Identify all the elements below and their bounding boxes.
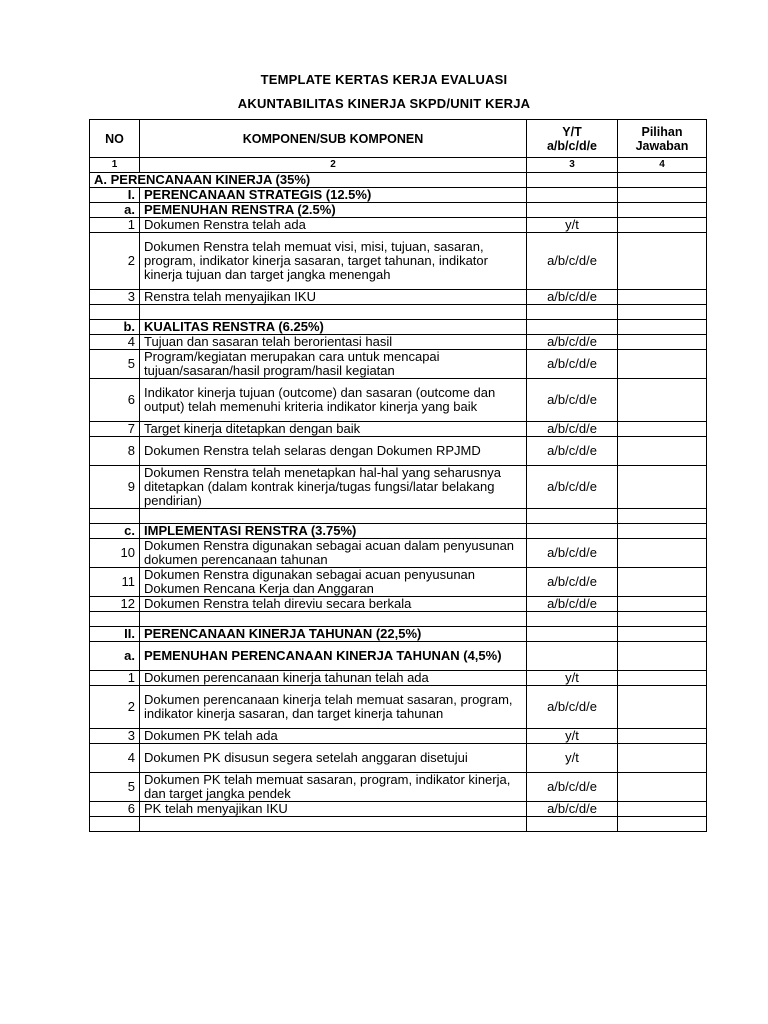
item-description: Program/kegiatan merupakan cara untuk mencapai tujuan/sasaran/hasil program/hasil kegiatan	[140, 350, 527, 379]
item-description: Dokumen PK telah memuat sasaran, program, indikator kinerja, dan target jangka pendek	[140, 773, 527, 802]
index-col-2: 2	[140, 158, 527, 173]
cell-yt	[527, 524, 618, 539]
item-number: 8	[90, 437, 140, 466]
answer-choice-cell[interactable]	[618, 539, 707, 568]
table-row	[90, 597, 707, 612]
table-row	[90, 379, 707, 422]
cell-yt	[527, 612, 618, 627]
cell-no	[90, 612, 140, 627]
cell-pilihan[interactable]	[618, 524, 707, 539]
group-heading: PERENCANAAN STRATEGIS (12.5%)	[140, 188, 527, 203]
item-answer-format: a/b/c/d/e	[527, 422, 618, 437]
group-number: I.	[90, 188, 140, 203]
table-row	[90, 729, 707, 744]
cell-yt	[527, 817, 618, 832]
table-body	[90, 173, 707, 832]
answer-choice-cell[interactable]	[618, 802, 707, 817]
item-number: 11	[90, 568, 140, 597]
answer-choice-cell[interactable]	[618, 350, 707, 379]
table-row	[90, 335, 707, 350]
item-number: 3	[90, 290, 140, 305]
item-description: Dokumen perencanaan kinerja telah memuat sasaran, program, indikator kinerja sasaran, dan target kinerja tahunan	[140, 686, 527, 729]
group-heading: PEMENUHAN RENSTRA (2.5%)	[140, 203, 527, 218]
table-row	[90, 744, 707, 773]
item-number: 1	[90, 671, 140, 686]
answer-choice-cell[interactable]	[618, 218, 707, 233]
item-answer-format: a/b/c/d/e	[527, 379, 618, 422]
header-no: NO	[90, 120, 140, 158]
item-description: Dokumen Renstra digunakan sebagai acuan dalam penyusunan dokumen perencanaan tahunan	[140, 539, 527, 568]
item-number: 1	[90, 218, 140, 233]
table-row-group	[90, 320, 707, 335]
item-number: 12	[90, 597, 140, 612]
cell-yt	[527, 627, 618, 642]
item-answer-format: a/b/c/d/e	[527, 290, 618, 305]
item-answer-format: y/t	[527, 671, 618, 686]
item-answer-format: a/b/c/d/e	[527, 597, 618, 612]
document-title: TEMPLATE KERTAS KERJA EVALUASI	[260, 72, 508, 87]
group-number: a.	[90, 203, 140, 218]
table-row	[90, 802, 707, 817]
column-index-row	[90, 158, 707, 173]
cell-yt	[527, 203, 618, 218]
item-description: Tujuan dan sasaran telah berorientasi hasil	[140, 335, 527, 350]
cell-pilihan[interactable]	[618, 320, 707, 335]
item-description: Dokumen Renstra telah direviu secara berkala	[140, 597, 527, 612]
cell-pilihan[interactable]	[618, 305, 707, 320]
header-yt-line2: a/b/c/d/e	[546, 138, 598, 153]
item-description: Renstra telah menyajikan IKU	[140, 290, 527, 305]
item-number: 6	[90, 379, 140, 422]
answer-choice-cell[interactable]	[618, 233, 707, 290]
group-heading: PEMENUHAN PERENCANAAN KINERJA TAHUNAN (4,5%)	[140, 642, 527, 671]
cell-no	[90, 817, 140, 832]
item-description: Dokumen perencanaan kinerja tahunan telah ada	[140, 671, 527, 686]
item-description: Dokumen Renstra telah selaras dengan Dokumen RPJMD	[140, 437, 527, 466]
group-number: c.	[90, 524, 140, 539]
evaluation-table	[89, 119, 707, 832]
answer-choice-cell[interactable]	[618, 671, 707, 686]
group-number: II.	[90, 627, 140, 642]
item-description: Indikator kinerja tujuan (outcome) dan sasaran (outcome dan output) telah memenuhi kriteria indikator kinerja yang baik	[140, 379, 527, 422]
cell-pilihan[interactable]	[618, 173, 707, 188]
item-answer-format: y/t	[527, 744, 618, 773]
cell-yt	[527, 320, 618, 335]
answer-choice-cell[interactable]	[618, 729, 707, 744]
cell-yt	[527, 305, 618, 320]
cell-komponen	[140, 612, 527, 627]
index-col-3: 3	[527, 158, 618, 173]
table-row-group	[90, 203, 707, 218]
item-answer-format: a/b/c/d/e	[527, 539, 618, 568]
item-number: 3	[90, 729, 140, 744]
table-row-blank	[90, 305, 707, 320]
cell-pilihan[interactable]	[618, 642, 707, 671]
table-row	[90, 422, 707, 437]
index-col-4: 4	[618, 158, 707, 173]
item-description: Dokumen Renstra telah memuat visi, misi, tujuan, sasaran, program, indikator kinerja sasaran, target tahunan, indikator kinerja tujuan dan target jangka menengah	[140, 233, 527, 290]
header-yt	[527, 120, 618, 158]
table-row	[90, 437, 707, 466]
header-komponen: KOMPONEN/SUB KOMPONEN	[140, 120, 527, 158]
answer-choice-cell[interactable]	[618, 744, 707, 773]
table-row	[90, 233, 707, 290]
item-answer-format: a/b/c/d/e	[527, 773, 618, 802]
table-row	[90, 671, 707, 686]
cell-pilihan[interactable]	[618, 509, 707, 524]
group-heading: PERENCANAAN KINERJA TAHUNAN (22,5%)	[140, 627, 527, 642]
group-heading: KUALITAS RENSTRA (6.25%)	[140, 320, 527, 335]
table-row	[90, 686, 707, 729]
answer-choice-cell[interactable]	[618, 335, 707, 350]
answer-choice-cell[interactable]	[618, 597, 707, 612]
cell-yt	[527, 173, 618, 188]
item-description: Dokumen Renstra digunakan sebagai acuan penyusunan Dokumen Rencana Kerja dan Anggaran	[140, 568, 527, 597]
cell-pilihan[interactable]	[618, 627, 707, 642]
cell-komponen	[140, 817, 527, 832]
table-row	[90, 539, 707, 568]
table-row	[90, 773, 707, 802]
cell-no	[90, 305, 140, 320]
item-description: Dokumen PK telah ada	[140, 729, 527, 744]
cell-yt	[527, 509, 618, 524]
item-answer-format: y/t	[527, 218, 618, 233]
item-number: 7	[90, 422, 140, 437]
table-row	[90, 350, 707, 379]
header-pilihan-line1: Pilihan	[641, 124, 683, 139]
item-number: 2	[90, 686, 140, 729]
index-col-1: 1	[90, 158, 140, 173]
table-row-group	[90, 642, 707, 671]
table-row	[90, 218, 707, 233]
group-number: a.	[90, 642, 140, 671]
cell-komponen	[140, 509, 527, 524]
section-heading: A. PERENCANAAN KINERJA (35%)	[90, 173, 527, 188]
item-answer-format: a/b/c/d/e	[527, 466, 618, 509]
table-row	[90, 568, 707, 597]
item-answer-format: a/b/c/d/e	[527, 350, 618, 379]
item-description: Dokumen Renstra telah menetapkan hal-hal yang seharusnya ditetapkan (dalam kontrak kinerja/tugas fungsi/latar belakang pendirian)	[140, 466, 527, 509]
answer-choice-cell[interactable]	[618, 290, 707, 305]
answer-choice-cell[interactable]	[618, 379, 707, 422]
header-yt-line1: Y/T	[562, 124, 582, 139]
cell-no	[90, 509, 140, 524]
table-row-blank	[90, 509, 707, 524]
cell-pilihan[interactable]	[618, 817, 707, 832]
table-row	[90, 290, 707, 305]
cell-pilihan[interactable]	[618, 203, 707, 218]
item-description: PK telah menyajikan IKU	[140, 802, 527, 817]
item-number: 4	[90, 744, 140, 773]
table-row-group	[90, 188, 707, 203]
item-description: Dokumen Renstra telah ada	[140, 218, 527, 233]
item-number: 9	[90, 466, 140, 509]
item-answer-format: a/b/c/d/e	[527, 233, 618, 290]
item-number: 2	[90, 233, 140, 290]
item-number: 6	[90, 802, 140, 817]
table-row-blank	[90, 817, 707, 832]
item-answer-format: y/t	[527, 729, 618, 744]
item-number: 4	[90, 335, 140, 350]
answer-choice-cell[interactable]	[618, 437, 707, 466]
item-number: 5	[90, 350, 140, 379]
table-header-row	[90, 120, 707, 158]
answer-choice-cell[interactable]	[618, 422, 707, 437]
item-description: Dokumen PK disusun segera setelah anggaran disetujui	[140, 744, 527, 773]
document-subtitle: AKUNTABILITAS KINERJA SKPD/UNIT KERJA	[237, 96, 531, 111]
item-answer-format: a/b/c/d/e	[527, 437, 618, 466]
cell-pilihan[interactable]	[618, 612, 707, 627]
cell-yt	[527, 188, 618, 203]
answer-choice-cell[interactable]	[618, 773, 707, 802]
item-answer-format: a/b/c/d/e	[527, 686, 618, 729]
item-description: Target kinerja ditetapkan dengan baik	[140, 422, 527, 437]
cell-pilihan[interactable]	[618, 188, 707, 203]
group-heading: IMPLEMENTASI RENSTRA (3.75%)	[140, 524, 527, 539]
table-row-group	[90, 627, 707, 642]
cell-komponen	[140, 305, 527, 320]
answer-choice-cell[interactable]	[618, 568, 707, 597]
item-number: 10	[90, 539, 140, 568]
table-row	[90, 466, 707, 509]
table-row-group	[90, 524, 707, 539]
item-answer-format: a/b/c/d/e	[527, 568, 618, 597]
header-pilihan	[618, 120, 707, 158]
answer-choice-cell[interactable]	[618, 466, 707, 509]
item-answer-format: a/b/c/d/e	[527, 335, 618, 350]
group-number: b.	[90, 320, 140, 335]
table-row-section	[90, 173, 707, 188]
answer-choice-cell[interactable]	[618, 686, 707, 729]
header-pilihan-line2: Jawaban	[635, 138, 689, 153]
cell-yt	[527, 642, 618, 671]
table-row-blank	[90, 612, 707, 627]
item-answer-format: a/b/c/d/e	[527, 802, 618, 817]
item-number: 5	[90, 773, 140, 802]
